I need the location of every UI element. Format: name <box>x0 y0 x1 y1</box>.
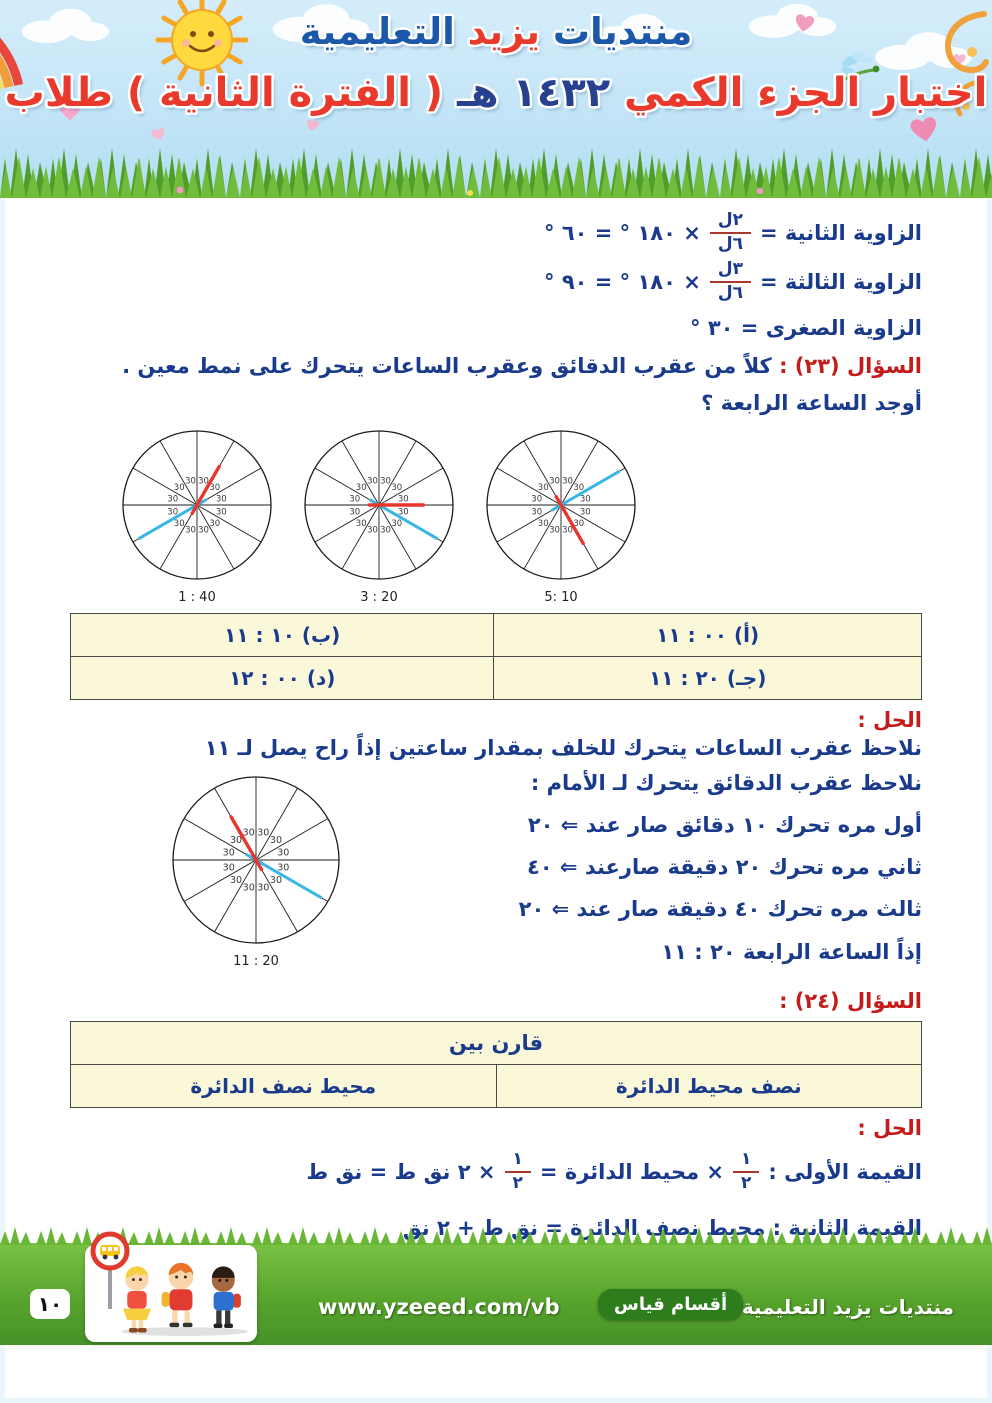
value-1-line <box>70 1150 922 1194</box>
fraction-numerator: ١ <box>505 1150 531 1173</box>
kids-illustration <box>107 1249 255 1341</box>
solution-line: ثاني مره تحرك ٢٠ دقيقة صارعند ⇐ ٤٠ <box>526 855 922 880</box>
footer-brand: منتديات يزيد التعليمية <box>741 1295 954 1319</box>
svg-text:30: 30 <box>397 493 409 504</box>
option-a: (أ) ٠٠ : ١١ <box>494 613 922 656</box>
kids-illustration-box <box>85 1245 257 1342</box>
option-b: (ب) ١٠ : ١١ <box>71 613 494 656</box>
compare-first-value: نصف محيط الدائرة <box>496 1064 922 1107</box>
fraction-numerator: ٣ل <box>710 260 751 283</box>
fraction-denominator: ٢ <box>740 1172 752 1193</box>
value-1-middle: × محيط الدائرة = <box>539 1159 724 1184</box>
svg-text:30: 30 <box>549 476 560 487</box>
compare-second-value: محيط نصف الدائرة <box>71 1064 497 1107</box>
solution-lines <box>442 770 922 981</box>
fraction-numerator: ١ <box>733 1150 759 1173</box>
svg-text:30: 30 <box>349 493 361 504</box>
angle-equation: × ١٨٠ ° = ٦٠ ° <box>544 221 701 245</box>
angle-smallest-line: الزاوية الصغرى = ٣٠ ° <box>690 316 922 340</box>
clock-diagram <box>168 772 344 952</box>
page-number: ١٠ <box>30 1289 70 1319</box>
question-24-label: السؤال (٢٤) : <box>779 988 922 1013</box>
svg-text:30: 30 <box>355 482 367 493</box>
question-23-heading <box>70 348 922 422</box>
svg-text:30: 30 <box>222 861 235 873</box>
option-c: (جـ) ٢٠ : ١١ <box>494 656 922 699</box>
fraction <box>710 260 751 303</box>
clock-diagram <box>118 426 276 588</box>
angle-label: الزاوية الثانية = <box>760 221 922 245</box>
svg-text:30: 30 <box>222 847 235 859</box>
question-23-label: السؤال (٢٣) : <box>779 354 922 378</box>
solution-intro: نلاحظ عقرب الساعات يتحرك للخلف بمقدار ساعتين إذاً راح يصل لـ ١١ <box>204 735 922 760</box>
svg-text:30: 30 <box>562 476 573 487</box>
angle-line-2 <box>70 211 922 255</box>
heart-icon <box>304 117 322 134</box>
clock-diagram <box>300 426 458 588</box>
forum-title <box>0 10 992 53</box>
clock-1 <box>118 426 276 605</box>
svg-text:30: 30 <box>269 834 283 846</box>
table-row <box>71 1064 922 1107</box>
svg-text:30: 30 <box>215 507 227 518</box>
exam-title <box>0 70 992 116</box>
website-url: www.yzeeed.com/vb <box>318 1295 560 1319</box>
svg-text:30: 30 <box>215 493 227 504</box>
svg-text:30: 30 <box>173 482 185 493</box>
option-d: (د) ٠٠ : ١٢ <box>71 656 494 699</box>
svg-text:30: 30 <box>185 476 196 487</box>
svg-text:30: 30 <box>537 482 549 493</box>
fraction-denominator: ٦ل <box>717 234 744 254</box>
footer <box>0 1243 992 1345</box>
svg-text:30: 30 <box>185 524 196 535</box>
svg-text:30: 30 <box>198 524 209 535</box>
kid-boy-blue-shirt <box>212 1266 241 1328</box>
title-word-2: يزيد <box>467 10 540 53</box>
exam-title-text: اختبار الجزء الكمي <box>624 70 988 116</box>
svg-text:30: 30 <box>367 476 378 487</box>
svg-text:30: 30 <box>257 827 270 839</box>
compare-table <box>70 1021 922 1108</box>
clock-caption: 5: 10 <box>544 589 578 605</box>
clocks-row <box>70 426 922 605</box>
exam-year: ١٤٣٢ هـ <box>457 70 611 116</box>
title-word-3: التعليمية <box>299 10 455 53</box>
title-word-1: منتديات <box>552 10 693 53</box>
value-1-prefix: القيمة الأولى : <box>768 1159 922 1184</box>
svg-text:30: 30 <box>573 518 585 529</box>
clock-2 <box>300 426 458 605</box>
svg-text:30: 30 <box>537 518 549 529</box>
svg-text:30: 30 <box>173 518 185 529</box>
svg-text:30: 30 <box>229 834 243 846</box>
svg-text:30: 30 <box>349 507 361 518</box>
solution-line: إذاً الساعة الرابعة ٢٠ : ١١ <box>661 939 922 964</box>
svg-text:30: 30 <box>198 476 209 487</box>
exam-period: ( الفترة الثانية ) <box>126 70 444 116</box>
svg-text:30: 30 <box>549 524 560 535</box>
kid-girl-red-dress <box>162 1263 194 1327</box>
svg-text:30: 30 <box>242 881 255 893</box>
svg-text:30: 30 <box>209 482 221 493</box>
clock-diagram <box>482 426 640 588</box>
kid-girl-blonde <box>123 1266 151 1332</box>
solution-label-24: الحل : <box>857 1115 922 1140</box>
question-23-text: كلاً من عقرب الدقائق وعقرب الساعات يتحرك على نمط معين . أوجد الساعة الرابعة ؟ <box>122 354 922 415</box>
angle-equation: × ١٨٠ ° = ٩٠ ° <box>544 270 701 294</box>
solution-line: نلاحظ عقرب الدقائق يتحرك لـ الأمام : <box>530 770 922 795</box>
svg-text:30: 30 <box>579 507 591 518</box>
angle-line-3 <box>70 260 922 304</box>
compare-header: قارن بين <box>71 1021 922 1064</box>
clock-caption: 1 : 40 <box>178 589 216 605</box>
clock-caption: 11 : 20 <box>233 953 279 969</box>
svg-text:30: 30 <box>391 482 403 493</box>
clock-caption: 3 : 20 <box>360 589 398 605</box>
banner-header <box>0 0 992 198</box>
clock-3 <box>482 426 640 605</box>
table-row <box>71 613 922 656</box>
solution-clock-block <box>70 770 442 981</box>
table-row <box>71 1021 922 1064</box>
svg-text:30: 30 <box>531 507 543 518</box>
svg-text:30: 30 <box>355 518 367 529</box>
qiyas-section-badge: أقسام قياس <box>598 1289 743 1320</box>
svg-text:30: 30 <box>277 861 290 873</box>
fraction <box>505 1150 531 1193</box>
svg-text:30: 30 <box>380 524 391 535</box>
value-1-suffix: × ٢ نق ط = نق ط <box>306 1159 496 1184</box>
exam-audience: طلاب <box>4 70 113 116</box>
fraction-denominator: ٢ <box>512 1172 523 1193</box>
heart-icon <box>148 124 168 144</box>
svg-text:30: 30 <box>391 518 403 529</box>
svg-text:30: 30 <box>562 524 573 535</box>
solution-row <box>70 770 922 981</box>
options-table <box>70 613 922 700</box>
svg-text:30: 30 <box>242 827 255 839</box>
svg-text:30: 30 <box>579 493 591 504</box>
solution-line: ثالث مره تحرك ٤٠ دقيقة صار عند ⇐ ٢٠ <box>518 897 922 922</box>
solution-label-23: الحل : <box>857 707 922 732</box>
fraction <box>710 211 751 254</box>
svg-text:30: 30 <box>573 482 585 493</box>
svg-text:30: 30 <box>257 881 270 893</box>
main-content <box>0 198 992 1250</box>
svg-text:30: 30 <box>229 874 243 886</box>
svg-text:30: 30 <box>269 874 283 886</box>
svg-text:30: 30 <box>209 518 221 529</box>
fraction-numerator: ٢ل <box>710 211 751 234</box>
fraction-denominator: ٦ل <box>717 283 744 303</box>
solution-line: أول مره تحرك ١٠ دقائق صار عند ⇐ ٢٠ <box>527 812 922 837</box>
angle-label: الزاوية الثالثة = <box>760 270 922 294</box>
svg-text:30: 30 <box>397 507 409 518</box>
svg-text:30: 30 <box>277 847 290 859</box>
svg-text:30: 30 <box>531 493 543 504</box>
grass-decoration <box>0 1227 992 1245</box>
grass-decoration <box>0 146 992 198</box>
fraction <box>733 1150 759 1193</box>
table-row <box>71 656 922 699</box>
svg-text:30: 30 <box>167 507 179 518</box>
svg-text:30: 30 <box>167 493 179 504</box>
svg-text:30: 30 <box>367 524 378 535</box>
svg-text:30: 30 <box>380 476 391 487</box>
